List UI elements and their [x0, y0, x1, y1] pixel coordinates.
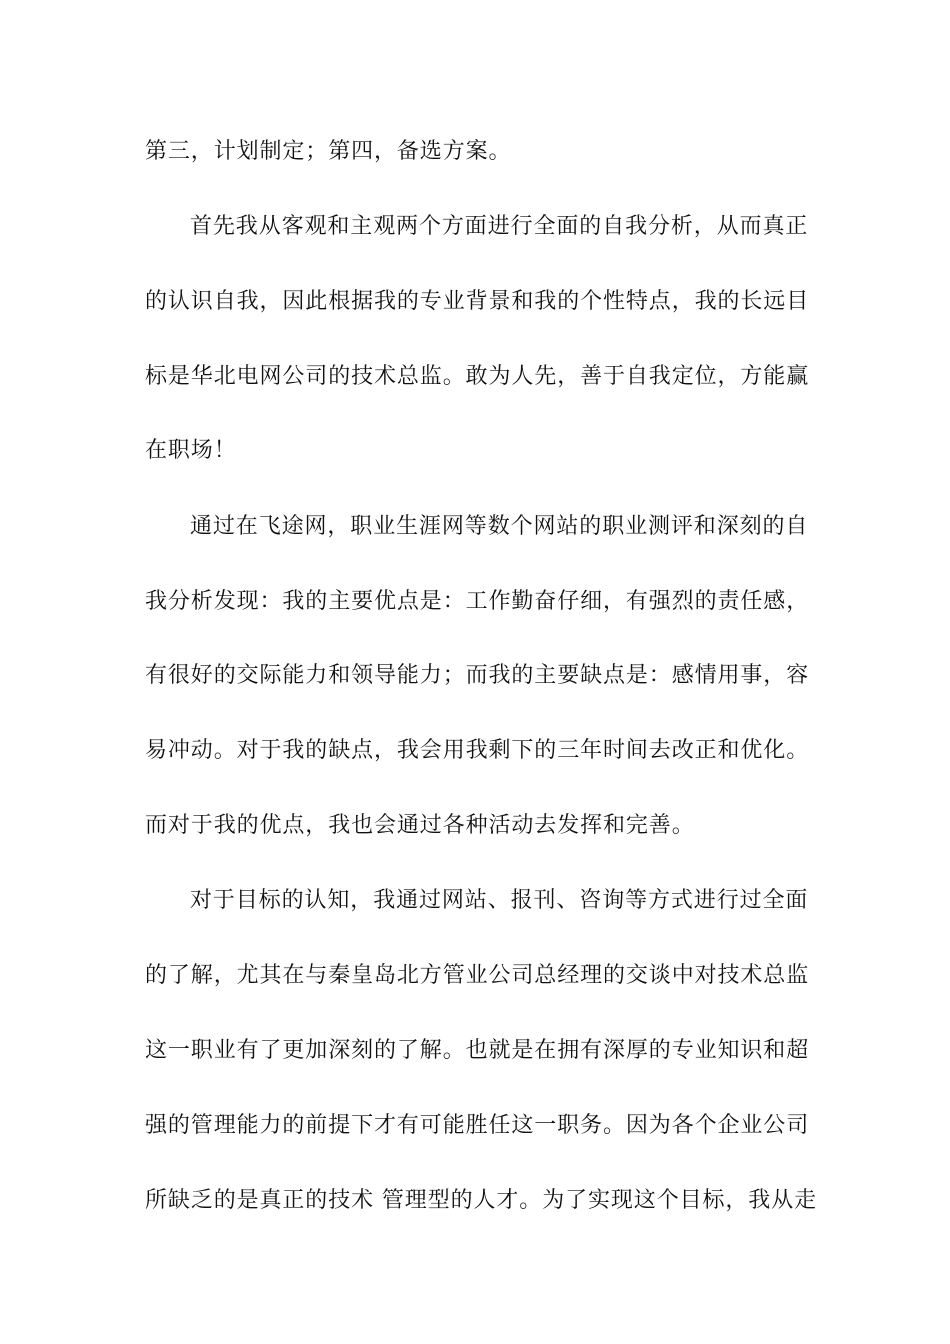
paragraph-first-line: 通过在飞途网，职业生涯网等数个网站的职业测评和深刻的自	[190, 514, 809, 539]
text-line: 我分析发现：我的主要优点是：工作勤奋仔细，有强烈的责任感，	[145, 589, 810, 614]
paragraph-first-line: 首先我从客观和主观两个方面进行全面的自我分析，从而真正	[190, 214, 809, 239]
text-line: 这一职业有了更加深刻的了解。也就是在拥有深厚的专业知识和超	[145, 1038, 810, 1063]
text-line: 的认识自我，因此根据我的专业背景和我的个性特点，我的长远目	[145, 289, 810, 314]
text-line: 易冲动。对于我的缺点，我会用我剩下的三年时间去改正和优化。	[145, 738, 810, 763]
text-line: 有很好的交际能力和领导能力；而我的主要缺点是：感情用事，容	[145, 663, 810, 688]
text-line: 标是华北电网公司的技术总监。敢为人先，善于自我定位，方能赢	[145, 364, 810, 389]
text-line: 而对于我的优点，我也会通过各种活动去发挥和完善。	[145, 813, 695, 838]
text-line: 的了解，尤其在与秦皇岛北方管业公司总经理的交谈中对技术总监	[145, 963, 810, 988]
text-line: 第三，计划制定；第四，备选方案。	[145, 139, 512, 164]
text-line: 所缺乏的是真正的技术 管理型的人才。为了实现这个目标，我从走	[145, 1188, 817, 1213]
text-line: 强的管理能力的前提下才有可能胜任这一职务。因为各个企业公司	[145, 1113, 810, 1138]
text-line: 在职场！	[145, 438, 237, 463]
paragraph-first-line: 对于目标的认知，我通过网站、报刊、咨询等方式进行过全面	[190, 888, 809, 913]
